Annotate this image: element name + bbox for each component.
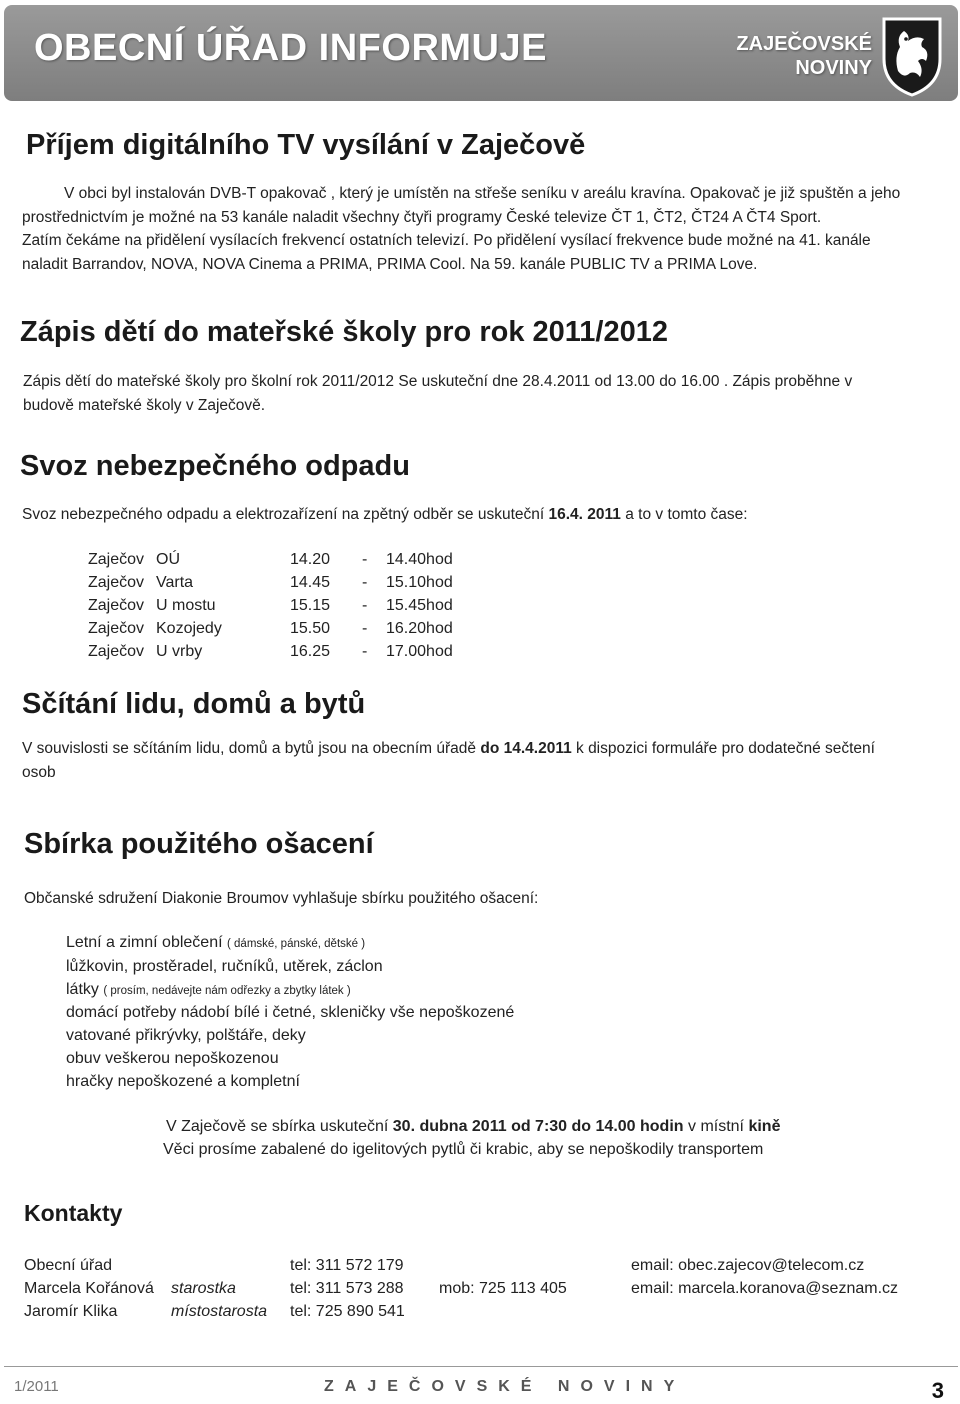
coat-of-arms-icon [880,13,944,97]
table-row [88,594,453,617]
census-date: do 14.4.2011 [480,740,572,757]
census-heading: Sčítání lidu, domů a bytů [22,688,366,720]
schedule-place: Varta [156,574,194,591]
table-row [88,571,453,594]
tv-line-1: V obci byl instalován DVB-T opakovač , který je umístěn na střeše seníku v areálu kravína. Opakovač je již spuštěn a jeho [64,185,901,202]
schedule-to: 17.00 [386,643,427,660]
schedule-dash: - [362,620,368,637]
page-number: 3 [931,1378,944,1403]
table-row [24,1254,898,1277]
contacts-heading: Kontakty [24,1200,123,1226]
contact-email[interactable]: email: obec.zajecov@telecom.cz [631,1257,865,1274]
school-line-2: budově mateřské školy v Zaječově. [23,396,266,414]
waste-heading: Svoz nebezpečného odpadu [20,450,410,482]
contact-mob [439,1300,631,1323]
schedule-unit: hod [426,620,453,637]
footer-brand: ZAJEČOVSKÉ NOVINY [324,1378,686,1395]
list-item-note: ( prosím, nedávejte nám odřezky a zbytky látek ) [103,984,351,997]
list-item-text: Letní a zimní oblečení [66,934,223,951]
list-item: domácí potřeby nádobí bílé i četné, skleničky vše nepoškozené [66,1004,515,1022]
tv-heading: Příjem digitálního TV vysílání v Zaječově [26,129,586,161]
contact-name: Marcela Kořánová [24,1280,154,1297]
clothes-heading: Sbírka použitého ošacení [24,828,374,860]
waste-date: 16.4. 2011 [548,506,621,523]
waste-intro [22,503,952,527]
schedule-village: Zaječov [88,597,145,614]
schedule-from: 14.45 [290,574,331,591]
header-banner [4,5,958,101]
census-line-2: osob [22,763,56,781]
schedule-dash: - [362,597,368,614]
contact-tel: tel: 311 572 179 [290,1257,404,1274]
clothes-item-list [66,932,514,1094]
schedule-dash: - [362,551,368,568]
schedule-village: Zaječov [88,643,145,660]
clothes-final-date: 30. dubna 2011 od 7:30 do 14.00 hodin [392,1118,684,1135]
schedule-place: OÚ [156,551,180,568]
schedule-to: 15.45 [386,597,427,614]
census-line-1 [22,737,952,761]
school-line-1: Zápis dětí do mateřské školy pro školní rok 2011/2012 Se uskuteční dne 28.4.2011 od 13.00 do 16.00 . Zápis proběhne v [23,373,853,390]
schedule-to: 16.20 [386,620,427,637]
brand-name [736,32,872,80]
clothes-intro: Občanské sdružení Diakonie Broumov vyhlašuje sbírku použitého ošacení: [24,890,539,907]
census-text: V souvislosti se sčítáním lidu, domů a bytů jsou na obecním úřadě [22,740,481,757]
schedule-unit: hod [426,643,453,660]
clothes-final-line-1 [163,1115,923,1138]
list-item: lůžkovin, prostěradel, ručníků, utěrek, záclon [66,957,383,975]
tv-line-2: prostřednictvím je možné na 53 kanále naladit všechny čtyři programy České televize ČT 1, ČT2, ČT24 A ČT4 Sport. [22,208,822,226]
contact-tel: tel: 725 890 541 [290,1303,405,1320]
school-paragraph [23,370,953,417]
list-item: vatované přikrývky, polštáře, deky [66,1027,306,1045]
contact-email[interactable] [631,1300,898,1323]
schedule-from: 14.20 [290,551,331,568]
schedule-unit: hod [426,574,453,591]
schedule-unit: hod [426,551,453,568]
waste-intro-tail: a to v tomto čase: [620,506,748,523]
contact-mob: mob: 725 113 405 [439,1280,567,1297]
schedule-place: Kozojedy [156,620,222,637]
footer-issue: 1/2011 [14,1378,59,1395]
table-row [88,617,453,640]
table-row [24,1300,898,1323]
contact-role [171,1254,290,1277]
page-title: OBECNÍ ÚŘAD INFORMUJE [34,27,547,69]
contact-name: Obecní úřad [24,1257,113,1274]
schedule-unit: hod [426,597,453,614]
table-row [88,548,453,571]
contact-tel: tel: 311 573 288 [290,1280,404,1297]
tv-paragraph [22,182,952,276]
schedule-dash: - [362,574,368,591]
list-item [66,932,514,956]
clothes-final [163,1115,923,1161]
schedule-place: U mostu [156,597,216,614]
list-item [66,979,514,1003]
contact-role: starostka [171,1280,236,1297]
schedule-village: Zaječov [88,620,145,637]
table-row [24,1277,898,1300]
schedule-to: 14.40 [386,551,427,568]
clothes-final-line-2: Věci prosíme zabalené do igelitových pytlů či krabic, aby se nepoškodily transportem [163,1141,764,1158]
schedule-dash: - [362,643,368,660]
schedule-village: Zaječov [88,574,145,591]
contact-mob [439,1254,631,1277]
tv-line-4: naladit Barrandov, NOVA, NOVA Cinema a PRIMA, PRIMA Cool. Na 59. kanále PUBLIC TV a PRIMA Love. [22,255,758,273]
table-row [88,640,453,663]
schedule-village: Zaječov [88,551,145,568]
list-item: hračky nepoškozené a kompletní [66,1072,300,1090]
list-item-note: ( dámské, pánské, dětské ) [227,938,366,950]
census-text-tail: k dispozici formuláře pro dodatečné sečtení [571,740,875,757]
contact-email[interactable]: email: marcela.koranova@seznam.cz [631,1280,899,1297]
school-heading: Zápis dětí do mateřské školy pro rok 2011/2012 [20,316,668,348]
brand-line-1: ZAJEČOVSKÉ [736,33,872,55]
schedule-from: 16.25 [290,643,331,660]
schedule-from: 15.15 [290,597,331,614]
contact-name: Jaromír Klika [24,1303,118,1320]
schedule-place: U vrby [156,643,203,660]
clothes-final-text-tail: v místní [683,1118,749,1135]
tv-line-3: Zatím čekáme na přidělení vysílacích frekvencí ostatních televizí. Po přidělení vysílací frekvence bude možné na 41. kanále [22,232,871,249]
list-item-text: látky [66,980,99,998]
clothes-final-place: kině [748,1118,781,1135]
waste-intro-text: Svoz nebezpečného odpadu a elektrozařízení na zpětný odběr se uskuteční [22,506,549,523]
schedule-from: 15.50 [290,620,331,637]
contacts-table [24,1254,898,1323]
census-paragraph [22,737,952,784]
schedule-to: 15.10 [386,574,427,591]
footer-divider [4,1366,958,1367]
contact-role: místostarosta [171,1303,268,1320]
waste-schedule [88,548,453,663]
clothes-final-text: V Zaječově se sbírka uskuteční [166,1118,393,1135]
list-item: obuv veškerou nepoškozenou [66,1049,279,1067]
brand-line-2: NOVINY [795,57,872,79]
